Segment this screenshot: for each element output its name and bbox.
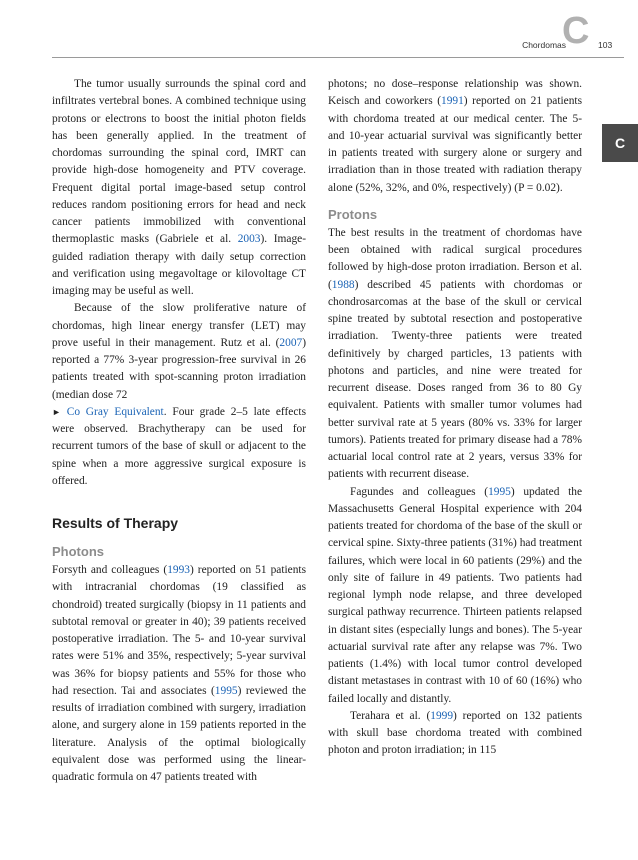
section-heading: Results of Therapy [52, 515, 179, 531]
citation-link[interactable]: 1993 [167, 564, 190, 576]
paragraph: photons; no dose–response relationship was shown. Keisch and coworkers (1991) reported on 21 patients with chordoma treated at our medical center. The 5- and 10-year actuarial survival was significantly better in patients treated with surgery alone or surgery and irradiation than in those treated with radiation therapy alone (52%, 32%, and 0%, respectively) (P = 0.02). [328, 78, 583, 194]
left-column [52, 76, 306, 786]
paragraph: The best results in the treatment of chordomas have been obtained with radical surgical procedures followed by high-dose proton irradiation. Berson et al. (1988) described 45 patients with chordomas or chondrosarcomas at the base of the skull or cervical spine treated by subtotal resection and postoperative irradiation. Twenty-three patients were treated definitively by charged particles, 13 patients with photons and particles, and nine were treated for recurrent disease. Doses ranged from 36 to 80 Gy equivalent. Patients with smaller tumor volumes had better survival rate at 5 years (80% vs. 33% for larger tumors). Patients treated for primary disease had a 78% actuarial local control rate at 2 years, versus 33% for patients with recurrent disease. [328, 226, 582, 481]
cross-reference-link[interactable]: Co Gray Equivalent [66, 405, 164, 418]
header-rule [52, 57, 624, 58]
citation-link[interactable]: 2003 [237, 233, 261, 246]
citation-link[interactable]: 1988 [331, 278, 355, 291]
paragraph: Forsyth and colleagues (1993) reported on 51 patients with intracranial chordomas (19 classified as chondroid) treated surgically (biopsy in 11 patients and subtotal removal or greater in 40); 39 patients received postoperative irradiation. The 5- and 10-year survival rates were 51% and 35%, respectively; 5-year survival was 36% for biopsy patients and 55% for those who had resection. Tai and associates (1995) reviewed the results of irradiation combined with surgery, irradiation alone, and surgery alone in 159 patients reported in the literature. Analysis of the optimal biologically equivalent dose was performed using the linear-quadratic formula on 47 patients treated with [52, 564, 306, 783]
citation-link[interactable]: 1991 [441, 95, 464, 108]
paragraph: The tumor usually surrounds the spinal cord and infiltrates vertebral bones. A combined technique using protons or electrons to boost the initial photon fields has been generally applied. In the treatment of chordomas surrounding the spinal cord, IMRT can provide high-dose homogeneity and PTV coverage. Frequent digital portal image-based setup control reduces random positioning errors for head and neck cancer patients immobilized with conventional thermoplastic masks (Gabriele et al. 2003). Image-guided radiation therapy with daily setup correction and verification using megavoltage or kilovoltage CT imaging may be useful as well. [52, 78, 306, 297]
paragraph: Fagundes and colleagues (1995) updated the Massachusetts General Hospital experience with 204 patients treated for chordoma of the base of the skull or cervical spine. Sixty-three patients (31%) had treatment failures, which were local in 60 patients (29%) and the only site of failure in 49 patients. Two patients had regional lymph node relapse, and three developed surgical pathway recurrence. Thirteen patients relapsed in distant sites (especially lungs and bones). The 5-year actuarial survival rate after any relapse was 7%. Two patients (1.4%) with local tumor control developed distant metastases in contrast with 10 of 60 (16%) who failed locally and distantly. [328, 485, 582, 705]
running-title: Chordomas [522, 40, 566, 50]
section-letter: C [562, 10, 590, 52]
citation-link[interactable]: 2007 [279, 336, 303, 349]
citation-link[interactable]: 1995 [488, 485, 511, 498]
cross-reference-arrow-icon: ► [52, 406, 61, 417]
right-column [328, 76, 582, 760]
subsection-heading: Protons [328, 206, 378, 222]
paragraph: Terahara et al. (1999) reported on 132 patients with skull base chordoma treated with combined photon and proton irradiation; in 115 [328, 709, 582, 757]
page-number: 103 [598, 40, 613, 50]
citation-link[interactable]: 1999 [430, 709, 454, 722]
thumb-index-tab[interactable]: C [602, 124, 638, 162]
citation-link[interactable]: 1995 [214, 684, 238, 697]
paragraph: Because of the slow proliferative nature of chordomas, high linear energy transfer (LET) may prove useful in their management. Rutz et al. (2007) reported a 77% 3-year progression-free survival in 26 patients treated with spot-scanning proton irradiation (median dose 72 ► Co Gray Equivalent. Four grade 2–5 late effects were observed. Brachytherapy can be used for recurrent tumors of the base of skull or adjacent to the spine when a more aggressive surgical exposure is offered. [52, 302, 306, 487]
subsection-heading: Photons [52, 544, 104, 559]
